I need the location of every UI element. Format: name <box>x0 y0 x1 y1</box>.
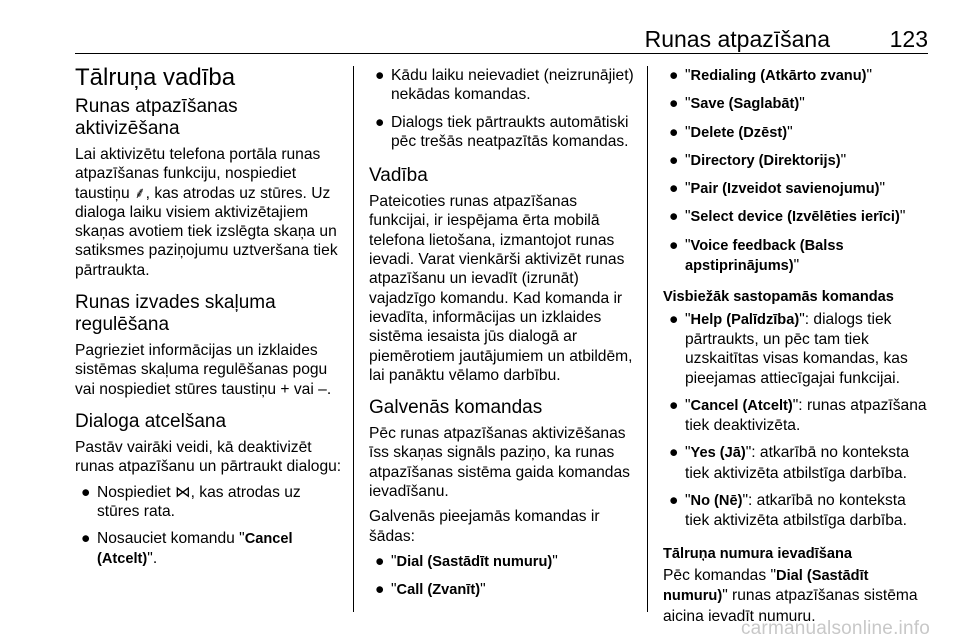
list-item: ● Kādu laiku neievadiet (neizrunājiet) nekādas komandas. <box>375 67 634 104</box>
heading-main-commands: Galvenās komandas <box>369 397 543 419</box>
list-item: ● "Select device (Izvēlēties ierīci)" <box>669 208 906 226</box>
command-text: Dial (Sastādīt numuru) <box>396 553 553 570</box>
bullet-icon: ● <box>669 67 679 84</box>
list-item: ● Nosauciet komandu "Cancel (Atcelt)". <box>81 530 293 568</box>
cancel-methods-list <box>75 483 347 570</box>
list-item: ● "Redialing (Atkārto zvanu)" <box>669 67 873 84</box>
bullet-icon: ● <box>669 180 679 198</box>
heading-volume: Runas izvades skaļuma regulēšana <box>75 292 276 336</box>
command-text: Cancel (Atcelt) <box>690 397 793 414</box>
list-item: ● "Save (Saglabāt)" <box>669 95 805 113</box>
main-commands-list-continued <box>663 66 933 276</box>
command-text: Yes (Jā) <box>690 445 746 462</box>
bullet-icon: ● <box>669 151 679 169</box>
command-text: Call (Zvanīt) <box>396 582 481 599</box>
command-text: Voice feedback (Balss apstiprinājums) <box>685 237 844 275</box>
command-text: Pair (Izveidot savienojumu) <box>690 181 880 198</box>
bullet-icon: ● <box>669 236 679 254</box>
cancel-methods-list-continued <box>369 66 637 151</box>
heading-operation: Vadība <box>369 165 428 187</box>
command-text: No (Nē) <box>690 493 743 510</box>
paragraph-main-commands-1: Pēc runas atpazīšanas aktivizēšanas īss skaņas signāls paziņo, ka runas atpazīšanas sistēma gaida komandas ievadīšanu. <box>369 425 630 501</box>
heading-cancel: Dialoga atcelšana <box>75 410 227 432</box>
bullet-icon: ● <box>669 492 679 510</box>
list-item: ● Dialogs tiek pārtraukts automātiski pēc trešās neatpazītās komandas. <box>375 113 629 150</box>
column-divider-left <box>353 66 354 612</box>
command-text: Dial (Sastādīt numuru) <box>663 567 869 605</box>
common-commands-list <box>663 310 933 531</box>
list-item: ● "Call (Zvanīt)" <box>375 581 486 599</box>
section-title: Tālruņa vadība <box>75 64 236 91</box>
paragraph-volume: Pagrieziet informācijas un izklaides sistēmas skaļuma regulēšanas pogu vai nospiediet stūres taustiņu + vai –. <box>75 342 332 398</box>
list-item: ● "No (Nē)": atkarībā no konteksta tiek aktivizēta atbilstīga darbība. <box>669 492 907 530</box>
bullet-icon: ● <box>375 67 385 84</box>
list-item: ● "Directory (Direktorijs)" <box>669 151 847 169</box>
bullet-icon: ● <box>669 208 679 226</box>
paragraph-main-commands-2: Galvenās pieejamās komandas ir šādas: <box>369 508 600 545</box>
heading-number-entry: Tālruņa numura ievadīšana <box>663 545 852 562</box>
voice-button-icon: ⸙ <box>133 184 146 202</box>
list-item: ● "Yes (Jā)": atkarībā no konteksta tiek aktivizēta atbilstīga darbība. <box>669 444 910 482</box>
heading-common-commands: Visbiežāk sastopamās komandas <box>663 289 894 306</box>
bullet-icon: ● <box>375 552 385 570</box>
command-text: Help (Palīdzība) <box>690 311 800 328</box>
column-1 <box>75 64 347 578</box>
bullet-icon: ● <box>375 581 385 599</box>
watermark: carmanualsonline.info <box>740 618 930 639</box>
command-text: Cancel (Atcelt) <box>97 531 293 568</box>
bullet-icon: ● <box>375 113 385 131</box>
hang-up-icon: ⋈ <box>175 483 191 501</box>
paragraph-cancel-intro: Pastāv vairāki veidi, kā deaktivizēt runas atpazīšanu un pārtraukt dialogu: <box>75 438 342 476</box>
bullet-icon: ● <box>81 530 91 548</box>
bullet-icon: ● <box>669 396 679 414</box>
heading-activation: Runas atpazīšanas aktivizēšana <box>75 96 238 139</box>
command-text: Save (Saglabāt) <box>690 96 800 113</box>
bullet-icon: ● <box>669 95 679 113</box>
column-2 <box>369 64 637 609</box>
list-item: ● "Cancel (Atcelt)": runas atpazīšana tiek deaktivizēta. <box>669 396 927 435</box>
header-rule <box>75 53 928 54</box>
main-commands-list <box>369 552 637 601</box>
command-text: Select device (Izvēlēties ierīci) <box>690 209 900 226</box>
paragraph-operation: Pateicoties runas atpazīšanas funkcijai, ir iespējama ērta mobilā telefona lietošana, izmantojot runas ievadi. Varat vienkārši aktivizēt runas atpazīšanu un ievadīt (izrunāt) vajadzīgo komandu. Kad komanda ir ievadīta, informācijas un izklaides sistēma iesaista jūs dialogā ar piemērotiem jautājumiem un atbildēm, lai panāktu vēlamo darbību. <box>369 193 633 384</box>
command-text: Redialing (Atkārto zvanu) <box>690 68 867 84</box>
page-header <box>75 26 928 52</box>
paragraph-activation: Lai aktivizētu telefona portāla runas atpazīšanas funkciju, nospiediet taustiņu ⸙, kas atrodas uz stūres. Uz dialoga laiku visiem aktivizētajiem skaņas avotiem tiek izslēgta skaņa un satiksmes paziņojumu uztveršana tiek pārtraukta. <box>75 146 338 279</box>
paragraph-number-entry: Pēc komandas "Dial (Sastādīt numuru)" runas atpazīšanas sistēma aicina ievadīt numuru. <box>663 566 918 625</box>
command-text: Delete (Dzēst) <box>690 124 788 141</box>
list-item: ● "Pair (Izveidot savienojumu)" <box>669 180 886 198</box>
list-item: ● "Dial (Sastādīt numuru)" <box>375 552 558 570</box>
bullet-icon: ● <box>669 444 679 462</box>
column-divider-right <box>647 66 648 612</box>
header-title: Runas atpazīšana <box>644 26 830 52</box>
list-item: ● Nospiediet ⋈, kas atrodas uz stūres rata. <box>81 483 301 520</box>
bullet-icon: ● <box>669 310 679 328</box>
page-number: 123 <box>889 26 928 52</box>
command-text: Directory (Direktorijs) <box>690 152 841 169</box>
column-3 <box>663 64 933 632</box>
list-item: ● "Help (Palīdzība)": dialogs tiek pārtraukts, un pēc tam tiek uzskaitītas visas komandas, kas pieejamas attiecīgajai funkcijai. <box>669 310 908 387</box>
list-item: ● "Voice feedback (Balss apstiprinājums)" <box>669 236 844 275</box>
list-item: ● "Delete (Dzēst)" <box>669 123 793 141</box>
bullet-icon: ● <box>669 123 679 141</box>
bullet-icon: ● <box>81 483 91 501</box>
